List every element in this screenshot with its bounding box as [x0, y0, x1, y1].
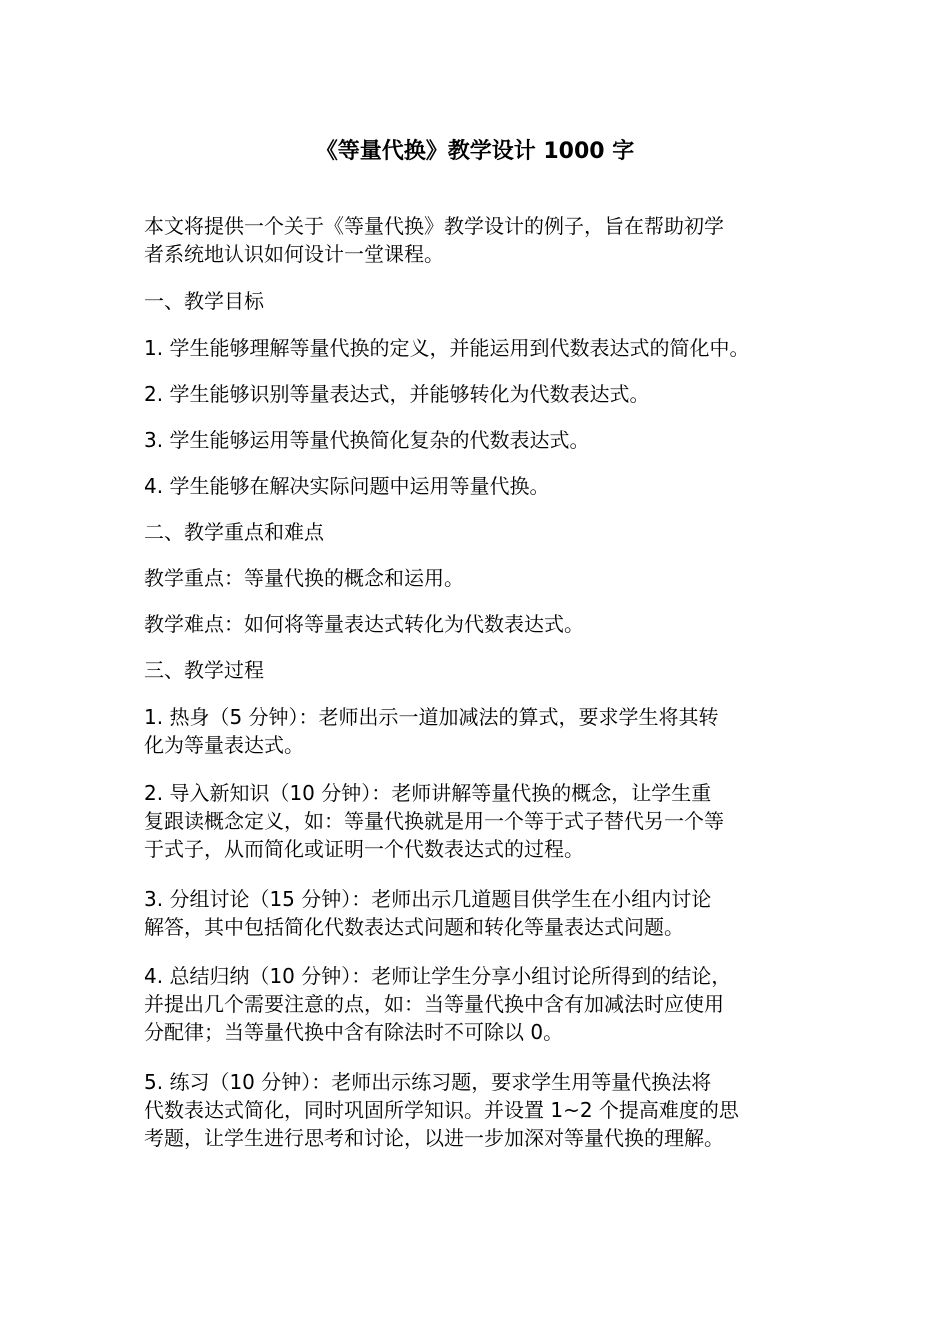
section-heading-objectives: 一、教学目标	[144, 289, 264, 313]
intro-paragraph: 本文将提供一个关于《等量代换》教学设计的例子，旨在帮助初学 者系统地认识如何设计一堂课程。	[144, 214, 724, 266]
process-step-5: 5. 练习（10 分钟）：老师出示练习题，要求学生用等量代换法将 代数表达式简化，同时巩固所学知识。并设置 1~2 个提高难度的思 考题，让学生进行思考和讨论，以进一步加深对等量代换的理解。	[144, 1070, 739, 1150]
key-point-paragraph: 教学重点：等量代换的概念和运用。	[144, 566, 464, 590]
process-step-1: 1. 热身（5 分钟）：老师出示一道加减法的算式，要求学生将其转 化为等量表达式。	[144, 705, 719, 757]
document-title: 《等量代换》教学设计 1000 字	[315, 139, 635, 164]
process-step-3: 3. 分组讨论（15 分钟）：老师出示几道题目供学生在小组内讨论 解答，其中包括简化代数表达式问题和转化等量表达式问题。	[144, 887, 712, 939]
section-heading-key-points: 二、教学重点和难点	[144, 520, 324, 544]
objective-item-1: 1. 学生能够理解等量代换的定义，并能运用到代数表达式的简化中。	[144, 336, 750, 360]
difficulty-paragraph: 教学难点：如何将等量表达式转化为代数表达式。	[144, 612, 584, 636]
objective-item-2: 2. 学生能够识别等量表达式，并能够转化为代数表达式。	[144, 382, 650, 406]
objective-item-4: 4. 学生能够在解决实际问题中运用等量代换。	[144, 474, 550, 498]
section-heading-process: 三、教学过程	[144, 658, 264, 682]
process-step-4: 4. 总结归纳（10 分钟）：老师让学生分享小组讨论所得到的结论， 并提出几个需要注意的点，如：当等量代换中含有加减法时应使用 分配律；当等量代换中含有除法时不可除以 0。	[144, 964, 732, 1044]
objective-item-3: 3. 学生能够运用等量代换简化复杂的代数表达式。	[144, 428, 590, 452]
process-step-2: 2. 导入新知识（10 分钟）：老师讲解等量代换的概念，让学生重 复跟读概念定义，如：等量代换就是用一个等于式子替代另一个等 于式子，从而简化或证明一个代数表达式的过程。	[144, 781, 724, 861]
